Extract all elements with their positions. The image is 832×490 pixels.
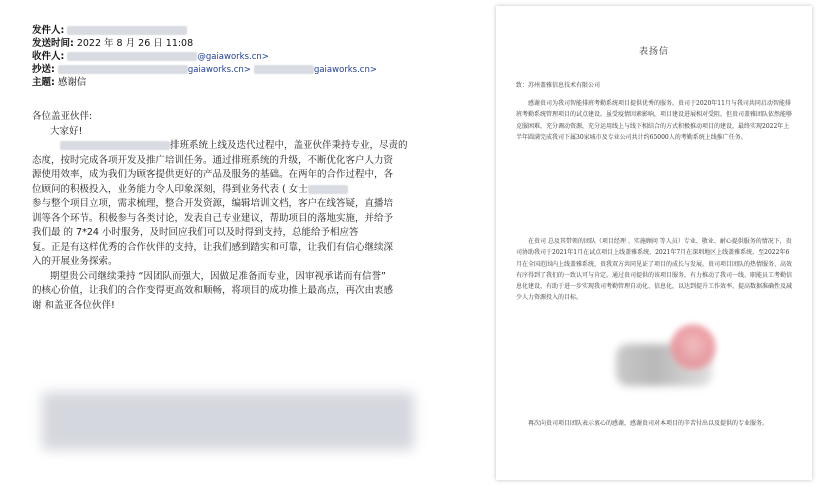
letter-paragraph-2: 在贵司 总及其带领的团队（项目经理 、实施顾问 等人员）专业、敬业、耐心提供服务的情况下，贵司协助我司于2021年1月在试点项目上线盖雅系统，2021年7月在深圳地区上线盖雅系统，至2022年6月在全国范围内上线盖雅系统，贵我双方共同见证了项目的成长与发展。贵司项目团队的热情服务、高效有序得到了我们的一致认可与肯定。通过贵司提供的该项目服务，有力推动了我司一线、职能员工考勤信息化建设，有助于进一步实现我司考勤管理自动化、信息化，以达到提升工作效率、提高数据准确性及减少人力资源投入的目标。 [516, 238, 793, 302]
redacted-company [60, 141, 170, 150]
redacted-cc-1 [58, 65, 188, 74]
to-address[interactable]: @gaiaworks.cn> [197, 52, 269, 62]
email-to-row [32, 51, 269, 63]
redacted-cc-2 [254, 65, 314, 74]
letter-salutation: 致：苏州盖雅信息技术有限公司 [516, 82, 601, 89]
cc-label: 抄送: [32, 64, 55, 75]
email-subject-row [32, 77, 86, 89]
redacted-name [308, 185, 348, 194]
body-para-1-line-5: 参与整个项目立项，需求梳理，整合开发资源，编辑培训文档，客户在线答疑，直播培 [32, 198, 394, 209]
cc-address-2[interactable]: gaiaworks.cn> [313, 65, 377, 75]
body-para-2-line-2: 的核心价值，让我们的合作变得更高效和顺畅，将项目的成功推上最高点，再次由衷感 [32, 285, 394, 296]
email-body [32, 110, 442, 313]
body-para-1-line-6: 训等各个环节。积极参与各类讨论，发表自己专业建议，帮助项目的落地实施，并给予 [32, 212, 394, 224]
body-para-2-line-3: 谢 和盖亚各位伙伴! [32, 299, 115, 311]
body-para-2-line-1: 期望贵公司继续秉持 “因团队而强大，因做足准备而专业，因审视承诺而有信誉” [50, 270, 386, 282]
body-para-1-line-7: 我们最 的 7*24 小时服务，及时回应我们可以及时得到支持，总能给予相应答 [32, 227, 359, 238]
greeting-line-2: 大家好! [50, 125, 83, 137]
greeting-line-1: 各位盖亚伙伴: [32, 111, 93, 122]
subject-label: 主题: [32, 77, 55, 88]
subject-value: 感谢信 [57, 77, 87, 88]
sent-label: 发送时间: [32, 38, 74, 49]
letter-paragraph-1: 感谢贵司为我司智能排班考勤系统项目提供优秀的服务。贵司于2020年11月与我司共同启动智能排班考勤系统管理项目的试点建设。虽受疫情因素影响，项目建设进展相对受阻，但贵司盖雅团队依然能够克服困难，充分调动资源，充分运用线上与线下相结合的方式积极推动项目的建设，最终实现2022年上半年圆满完成我司下属30家城市及专业公司共计约65000人的考勤系统上线推广任务。 [516, 100, 793, 141]
company-seal-stamp [670, 324, 716, 370]
redacted-signature-block [42, 392, 414, 450]
body-para-1-line-1: 排班系统上线及迭代过程中，盖亚伙伴秉持专业，尽责的 [32, 139, 442, 154]
redacted-recipient [67, 52, 197, 61]
from-label: 发件人: [32, 25, 65, 36]
body-para-1-line-9: 入的开展业务探索。 [32, 256, 118, 267]
redacted-sender [67, 26, 187, 35]
sent-value: 2022 年 8 月 26 日 11:08 [76, 38, 194, 49]
body-para-1-line-8: 复。正是有这样优秀的合作伙伴的支持，让我们感到踏实和可靠，让我们有信心继续深 [32, 241, 394, 253]
to-label: 收件人: [32, 51, 65, 62]
cc-address-1[interactable]: gaiaworks.cn> [187, 65, 251, 75]
body-para-1-line-3: 源使用效率，成为我们为顾客提供更好的产品及服务的基础。在两年的合作过程中，各 [32, 169, 394, 180]
email-cc-row [32, 64, 377, 76]
body-para-1-line-4: 位顾问的积极投入，业务能力令人印象深刻，得到业务代表 ( 女士 [32, 183, 442, 198]
body-para-1-line-2: 态度，按时完成各项开发及推广培训任务。通过排班系统的升级，不断优化客户人力资 [32, 154, 394, 166]
letter-title: 表扬信 [638, 47, 669, 57]
letter-paragraph-3: 再次向贵司项目团队表示衷心的感谢，感谢贵司对本项目的辛苦付出以及提供的专业服务。 [528, 420, 769, 427]
email-from-row [32, 25, 187, 37]
praise-letter-page [496, 6, 812, 480]
email-sent-row [32, 38, 193, 50]
